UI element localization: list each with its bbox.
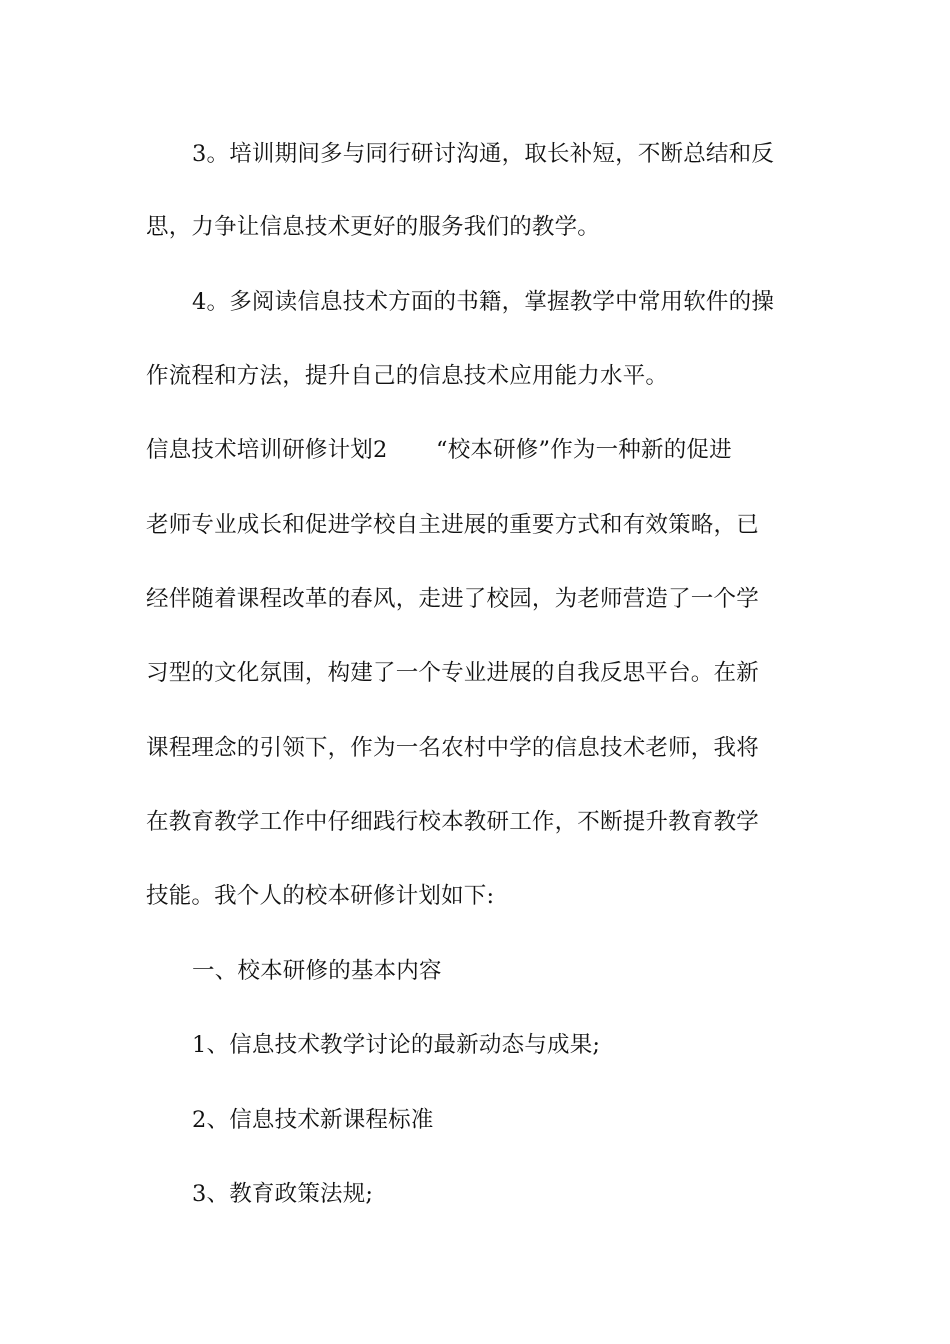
intro-line-2: 老师专业成长和促进学校自主进展的重要方式和有效策略，已 (146, 512, 759, 538)
paragraph-3-line-2: 思，力争让信息技术更好的服务我们的教学。 (146, 214, 601, 240)
intro-line-4: 习型的文化氛围，构建了一个专业进展的自我反思平台。在新 (146, 660, 759, 686)
intro-line-7: 技能。我个人的校本研修计划如下: (146, 883, 495, 909)
paragraph-3-line-1: 3。培训期间多与同行研讨沟通，取长补短，不断总结和反 (192, 141, 775, 167)
intro-line-1 (146, 435, 810, 465)
list-item-1: 1、信息技术教学讨论的最新动态与成果; (192, 1032, 601, 1058)
intro-line-3: 经伴随着课程改革的春风，走进了校园，为老师营造了一个学 (146, 586, 759, 612)
intro-line-1-rest: “校本研修”作为一种新的促进 (436, 437, 732, 463)
intro-line-5: 课程理念的引领下，作为一名农村中学的信息技术老师，我将 (146, 735, 759, 761)
list-item-3: 3、教育政策法规; (192, 1181, 374, 1207)
intro-line-6: 在教育教学工作中仔细践行校本教研工作，不断提升教育教学 (146, 809, 759, 835)
paragraph-4-line-1: 4。多阅读信息技术方面的书籍，掌握教学中常用软件的操 (192, 289, 775, 315)
paragraph-4-line-2: 作流程和方法，提升自己的信息技术应用能力水平。 (146, 363, 669, 389)
list-item-2: 2、信息技术新课程标准 (192, 1107, 434, 1133)
heading-one: 一、校本研修的基本内容 (192, 958, 442, 984)
section-title: 信息技术培训研修计划2 (146, 437, 388, 463)
